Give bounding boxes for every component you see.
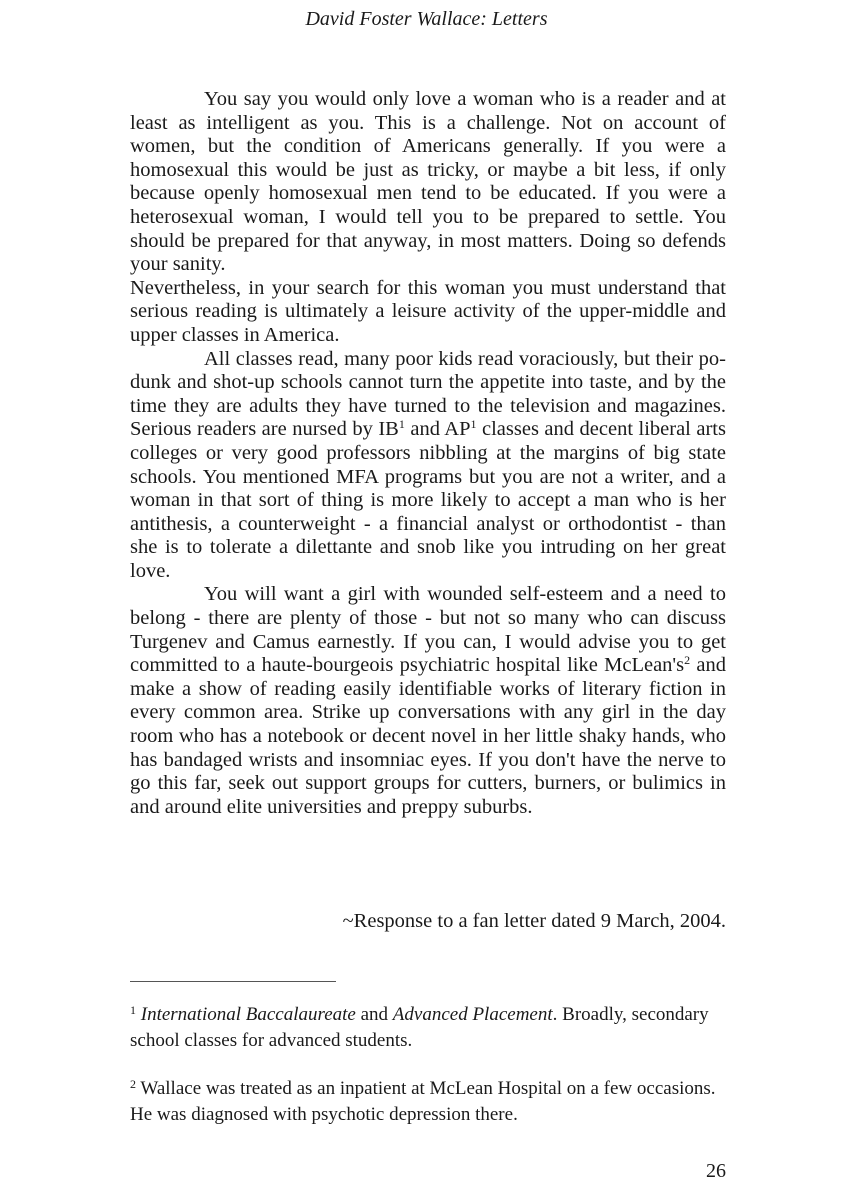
paragraph-4 <box>130 583 726 819</box>
signoff: ~Response to a fan letter dated 9 March, 2004. <box>342 910 726 932</box>
footnote-ref-2: 2 <box>684 653 691 668</box>
paragraph-3-text-a: All classes read, many poor kids read voraciously, but their po-dunk and shot-up schools cannot turn the appetite into taste, and by the time they are adults they have turned to the television and magazines. Serious readers are nursed by IB <box>130 347 726 441</box>
footnote-1-italic-2: Advanced Placement <box>392 1004 553 1025</box>
footnote-1-mid: and <box>355 1004 393 1025</box>
footnote-ref-1: 1 <box>398 417 405 432</box>
footnote-1-italic-1: International Baccalaureate <box>140 1004 356 1025</box>
paragraph-1: You say you would only love a woman who is a reader and at least as intelligent as you. This is a challenge. Not on account of women, but the condition of Americans generally. If you were a homosexual this would be just as tricky, or maybe a bit less, if only because openly homosexual men tend to be educated. If you were a heterosexual woman, I would tell you to be prepared to settle. You should be prepared for that anyway, in most matters. Doing so defends your sanity. <box>130 88 726 276</box>
footnote-1-rest: . Broadly, secondary school classes for advanced students. <box>130 1004 709 1051</box>
footnote-1-number: 1 <box>130 1003 136 1017</box>
footnote-2-number: 2 <box>130 1077 136 1091</box>
paragraph-4-text-b: and make a show of reading easily identifiable works of literary fiction in every common area. Strike up conversations with any girl in the day room who has a notebook or decent novel in her little shaky hands, who has bandaged wrists and insomniac eyes. If you don't have the nerve to go this far, seek out support groups for cutters, burners, or bulimics in and around elite universities and preppy suburbs. <box>130 654 726 818</box>
letter-body <box>130 88 726 819</box>
footnote-1 <box>130 1002 740 1054</box>
paragraph-2: Nevertheless, in your search for this woman you must understand that serious reading is ultimately a leisure activity of the upper-middle and upper classes in America. <box>130 276 726 346</box>
paragraph-3 <box>130 348 726 584</box>
footnote-ref-1b: 1 <box>470 417 477 432</box>
footnote-2 <box>130 1076 740 1128</box>
footnotes <box>130 1002 740 1150</box>
paragraph-4-text-a: You will want a girl with wounded self-esteem and a need to belong - there are plenty of those - but not so many who can discuss Turgenev and Camus earnestly. If you can, I would advise you to get committed to a haute-bourgeois psychiatric hospital like McLean's <box>130 583 726 677</box>
paragraph-3-text-b: and AP <box>404 418 471 441</box>
footnote-divider <box>130 981 336 982</box>
page-number: 26 <box>706 1160 726 1182</box>
paragraph-3-text-c: classes and decent liberal arts colleges or very good professors nibbling at the margins of big state schools. You mentioned MFA programs but you are not a writer, and a woman in that sort of thing is more likely to accept a man who is her antithesis, a counterweight - a financial analyst or orthodontist - than she is to tolerate a dilettante and snob like you intruding on her great love. <box>130 418 726 582</box>
footnote-2-text: Wallace was treated as an inpatient at McLean Hospital on a few occasions. He was diagnosed with psychotic depression there. <box>130 1078 716 1125</box>
running-header: David Foster Wallace: Letters <box>305 8 548 30</box>
